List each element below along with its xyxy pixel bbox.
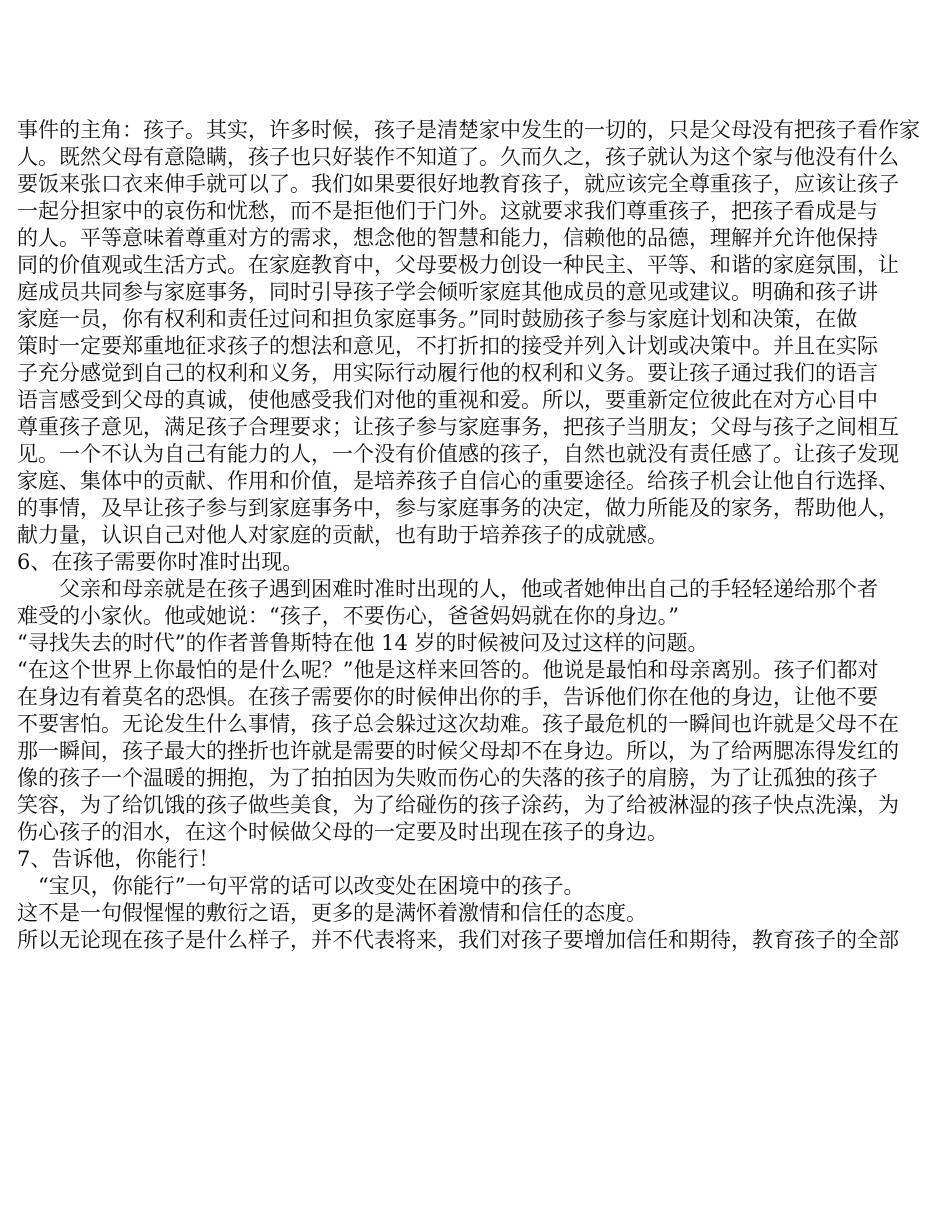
text-line: 家庭、集体中的贡献、作用和价值，是培养孩子自信心的重要途径。给孩子机会让他自行选择、 [17, 469, 899, 493]
text-line: 父亲和母亲就是在孩子遇到困难时准时出现的人，他或者她伸出自己的手轻轻递给那个者 [17, 577, 878, 601]
text-line: “在这个世界上你最怕的是什么呢？”他是这样来回答的。他说是最怕和母亲离别。孩子们都对 [17, 658, 879, 682]
text-line: 那一瞬间，孩子最大的挫折也许就是需要的时候父母却不在身边。所以，为了给两腮冻得发红的 [17, 739, 899, 763]
text-line: “寻找失去的时代”的作者普鲁斯特在他 14 岁的时候被问及过这样的问题。 [17, 631, 709, 655]
text-line: 语言感受到父母的真诚，使他感受我们对他的重视和爱。所以，要重新定位彼此在对方心目中 [17, 388, 878, 412]
text-line: 不要害怕。无论发生什么事情，孩子总会躲过这次劫难。孩子最危机的一瞬间也许就是父母不在 [17, 712, 899, 736]
text-line: 的人。平等意味着尊重对方的需求，想念他的智慧和能力，信赖他的品德，理解并允许他保持 [17, 226, 878, 250]
text-line: 伤心孩子的泪水，在这个时候做父母的一定要及时出现在孩子的身边。 [17, 820, 668, 844]
text-line: 子充分感觉到自己的权利和义务，用实际行动履行他的权利和义务。要让孩子通过我们的语言 [17, 361, 878, 385]
text-line: 策时一定要郑重地征求孩子的想法和意见，不打折扣的接受并列入计划或决策中。并且在实际 [17, 334, 878, 358]
text-line: 要饭来张口衣来伸手就可以了。我们如果要很好地教育孩子，就应该完全尊重孩子，应该让孩子 [17, 172, 899, 196]
text-line: 人。既然父母有意隐瞒，孩子也只好装作不知道了。久而久之，孩子就认为这个家与他没有什么 [17, 145, 899, 169]
section-heading: 7、告诉他，你能行！ [17, 847, 220, 871]
text-line: 见。一个不认为自己有能力的人，一个没有价值感的孩子，自然也就没有责任感了。让孩子发现 [17, 442, 899, 466]
text-line: 笑容，为了给饥饿的孩子做些美食，为了给碰伤的孩子涂药，为了给被淋湿的孩子快点洗澡，为 [17, 793, 899, 817]
text-line: 的事情，及早让孩子参与到家庭事务中，参与家庭事务的决定，做力所能及的家务，帮助他人， [17, 496, 899, 520]
text-line: 难受的小家伙。他或她说：“孩子，不要伤心，爸爸妈妈就在你的身边。” [17, 604, 679, 628]
text-line: 事件的主角：孩子。其实，许多时候，孩子是清楚家中发生的一切的，只是父母没有把孩子看作家 [17, 118, 920, 142]
text-line: 同的价值观或生活方式。在家庭教育中，父母要极力创设一种民主、平等、和谐的家庭氛围，让 [17, 253, 899, 277]
text-line: 家庭一员，你有权利和责任过问和担负家庭事务。”同时鼓励孩子参与家庭计划和决策，在做 [17, 307, 858, 331]
text-line: 一起分担家中的哀伤和忧愁，而不是拒他们于门外。这就要求我们尊重孩子，把孩子看成是与 [17, 199, 878, 223]
section-heading: 6、在孩子需要你时准时出现。 [17, 550, 304, 574]
text-line: 像的孩子一个温暖的拥抱，为了拍拍因为失败而伤心的失落的孩子的肩膀，为了让孤独的孩子 [17, 766, 878, 790]
text-line: 庭成员共同参与家庭事务，同时引导孩子学会倾听家庭其他成员的意见或建议。明确和孩子讲 [17, 280, 878, 304]
text-line: 这不是一句假惺惺的敷衍之语，更多的是满怀着激情和信任的态度。 [17, 901, 647, 925]
text-line: “宝贝，你能行”一句平常的话可以改变处在困境中的孩子。 [17, 874, 585, 898]
text-line: 所以无论现在孩子是什么样子，并不代表将来，我们对孩子要增加信任和期待，教育孩子的全部 [17, 928, 899, 952]
text-line: 在身边有着莫名的恐惧。在孩子需要你的时候伸出你的手，告诉他们你在他的身边，让他不要 [17, 685, 878, 709]
text-line: 尊重孩子意见，满足孩子合理要求；让孩子参与家庭事务，把孩子当朋友；父母与孩子之间相互 [17, 415, 899, 439]
text-line: 献力量，认识自己对他人对家庭的贡献，也有助于培养孩子的成就感。 [17, 523, 668, 547]
